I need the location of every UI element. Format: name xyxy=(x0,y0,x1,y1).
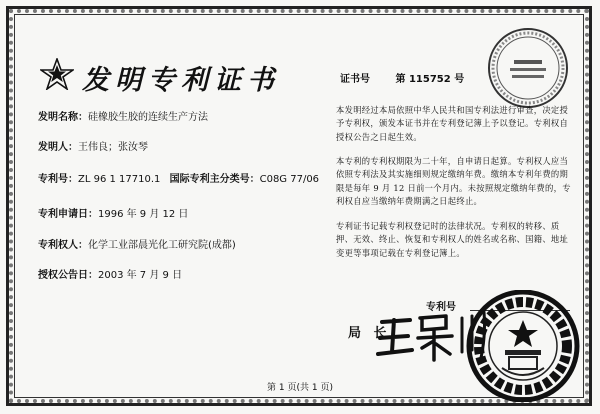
ipc-label: 国际专利主分类号： xyxy=(169,174,260,185)
certificate-title: 发明专利证书 xyxy=(82,65,280,96)
filing-date-value: 1996 年 9 月 12 日 xyxy=(98,209,189,220)
grant-date-value: 2003 年 7 月 9 日 xyxy=(98,270,183,281)
filing-date-label: 专利申请日： xyxy=(38,209,98,220)
grant-date-label: 授权公告日： xyxy=(38,270,98,281)
ipc-value: C08G 77/06 xyxy=(259,174,320,185)
inventor-value: 王伟良；张汝琴 xyxy=(78,142,148,153)
round-stamp-icon xyxy=(486,26,570,110)
patent-number-label: 专利号： xyxy=(38,174,78,185)
invention-name-value: 硅橡胶生胶的连续生产方法 xyxy=(88,112,208,123)
certificate-number-label: 证书号 xyxy=(340,74,370,85)
inventor-field xyxy=(38,138,148,153)
grant-statement-paragraph: 本发明经过本局依照中华人民共和国专利法进行审查，决定授予专利权，颁发本证书并在专利登记簿上予以登记。专利权自授权公告之日起生效。 xyxy=(336,105,569,142)
patentee-value: 化学工业部晨光化工研究院(成都) xyxy=(88,240,236,251)
footer-patent-number-label: 专利号 xyxy=(426,302,456,313)
inventor-label: 发明人： xyxy=(38,142,78,153)
director-label: 局 长 xyxy=(348,326,391,341)
filing-date-field xyxy=(38,205,188,220)
term-paragraph: 本专利的专利权期限为二十年，自申请日起算。专利权人应当依照专利法及其实施细则规定缴纳年费。缴纳本专利年费的期限是每年 9 月 12 日前一个月内。未按照规定缴纳年费的，专利权自应当缴纳年费期满之日起终止。 xyxy=(336,156,571,206)
star-emblem-icon xyxy=(40,58,74,90)
legal-status-paragraph: 专利证书记载专利权登记时的法律状况。专利权的转移、质押、无效、终止、恢复和专利权人的姓名或名称、国籍、地址变更等事项记载在专利登记簿上。 xyxy=(336,221,569,258)
certificate-number-value: 第 115752 号 xyxy=(395,74,465,85)
page-indicator: 第 1 页(共 1 页) xyxy=(267,383,333,393)
patent-number-value: ZL 96 1 17710.1 xyxy=(78,174,161,185)
patentee-label: 专利权人： xyxy=(38,240,88,251)
invention-name-field xyxy=(38,108,208,123)
patentee-field xyxy=(38,236,236,251)
invention-name-label: 发明名称： xyxy=(38,112,88,123)
grant-date-field xyxy=(38,266,182,281)
patent-number-field xyxy=(38,170,319,185)
certificate-number xyxy=(340,70,464,85)
